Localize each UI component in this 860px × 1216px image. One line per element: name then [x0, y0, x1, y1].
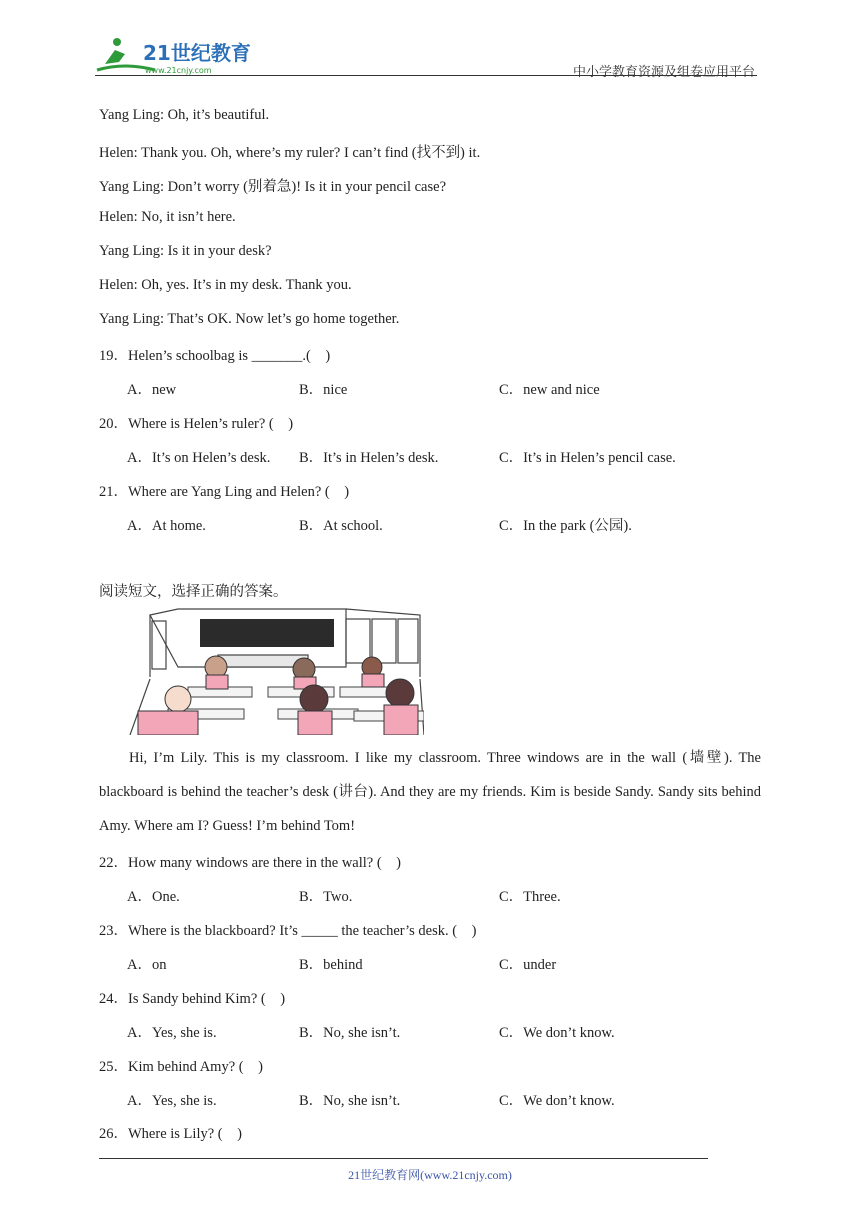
option-c[interactable]: C．Three. [499, 889, 561, 905]
option-a[interactable]: A．Yes, she is. [127, 1025, 217, 1041]
option-a[interactable]: A．on [127, 957, 167, 973]
question-23: 23．Where is the blackboard? It’s _____ the teacher’s desk. ( ) [99, 923, 477, 939]
option-b[interactable]: B．No, she isn’t. [299, 1025, 401, 1041]
option-a[interactable]: A．It’s on Helen’s desk. [127, 450, 271, 466]
option-c[interactable]: C．It’s in Helen’s pencil case. [499, 450, 676, 466]
dialogue-line: Yang Ling: Don’t worry (别着急)! Is it in your pencil case? [99, 179, 447, 195]
reading-instruction: 阅读短文，选择正确的答案。 [99, 584, 288, 600]
question-24: 24．Is Sandy behind Kim? ( ) [99, 991, 286, 1007]
platform-title: 中小学教育资源及组卷应用平台 [572, 64, 755, 79]
option-a[interactable]: A．Yes, she is. [127, 1093, 217, 1109]
option-a[interactable]: A．One. [127, 889, 180, 905]
option-c[interactable]: C．We don’t know. [499, 1093, 615, 1109]
option-a[interactable]: A．new [127, 382, 177, 398]
option-c[interactable]: C．In the park (公园). [499, 518, 632, 534]
option-b[interactable]: B．Two. [299, 889, 353, 905]
option-c[interactable]: C．new and nice [499, 382, 600, 398]
logo-text: 21世纪教育 [143, 41, 251, 65]
dialogue-line: Yang Ling: Oh, it’s beautiful. [99, 107, 270, 123]
option-b[interactable]: B．No, she isn’t. [299, 1093, 401, 1109]
option-c[interactable]: C．under [499, 957, 557, 973]
dialogue-line: Yang Ling: That’s OK. Now let’s go home together. [99, 311, 400, 327]
footer-divider [99, 1158, 708, 1159]
dialogue-line: Helen: Oh, yes. It’s in my desk. Thank you. [99, 277, 352, 293]
page-header [95, 32, 757, 78]
option-b[interactable]: B．At school. [299, 518, 383, 534]
dialogue-line: Helen: No, it isn’t here. [99, 209, 236, 225]
dialogue-line: Yang Ling: Is it in your desk? [99, 243, 272, 259]
logo [95, 34, 255, 76]
option-b[interactable]: B．nice [299, 382, 348, 398]
option-b[interactable]: B．behind [299, 957, 363, 973]
classroom-illustration [128, 607, 424, 735]
option-b[interactable]: B．It’s in Helen’s desk. [299, 450, 439, 466]
question-22: 22．How many windows are there in the wall? ( ) [99, 855, 402, 871]
dialogue-line: Helen: Thank you. Oh, where’s my ruler? I can’t find (找不到) it. [99, 145, 481, 161]
question-25: 25．Kim behind Amy? ( ) [99, 1059, 263, 1075]
question-21: 21．Where are Yang Ling and Helen? ( ) [99, 484, 350, 500]
option-c[interactable]: C．We don’t know. [499, 1025, 615, 1041]
blackboard [200, 619, 334, 647]
footer-text: 21世纪教育网(www.21cnjy.com) [348, 1168, 512, 1182]
option-a[interactable]: A．At home. [127, 518, 206, 534]
passage-text: Hi, I’m Lily. This is my classroom. I like my classroom. Three windows are in the wall (墙壁). The blackboard is behind the teacher’s desk (讲台). And they are my friends. Kim is beside Sandy. Sandy sits behind Amy. Where am I? Guess! I’m behind Tom! [99, 750, 761, 834]
reading-passage [99, 741, 761, 843]
header-divider [95, 75, 757, 76]
question-26: 26．Where is Lily? ( ) [99, 1126, 242, 1142]
logo-url: www.21cnjy.com [145, 66, 212, 75]
question-20: 20．Where is Helen’s ruler? ( ) [99, 416, 294, 432]
question-19: 19．Helen’s schoolbag is _______.( ) [99, 348, 331, 364]
